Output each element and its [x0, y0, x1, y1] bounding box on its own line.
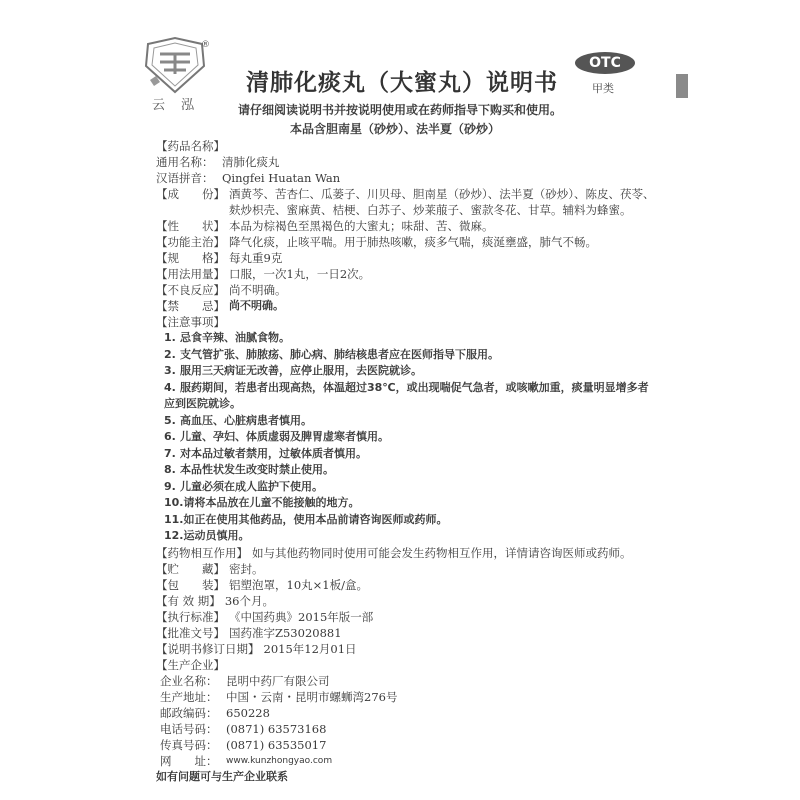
website-value: www.kunzhongyao.com: [226, 755, 333, 766]
interactions-label: 【药物相互作用】: [156, 545, 248, 560]
precaution-text: 儿童必须在成人监护下使用。: [180, 479, 323, 493]
manufacturer-field: [156, 737, 656, 753]
precaution-text: 服用三天病证无改善，应停止服用，去医院就诊。: [180, 364, 422, 377]
standard-label: 【执行标准】: [156, 609, 225, 624]
character-row: [156, 218, 656, 234]
packaging-value: 铝塑泡罩，10丸×1板/盒。: [229, 577, 368, 592]
precaution-item: [156, 462, 656, 479]
precaution-number: 12.: [164, 529, 184, 542]
adverse-label: 【不良反应】: [156, 283, 225, 297]
precaution-text: 支气管扩张、肺脓疡、肺心病、肺结核患者应在医师指导下服用。: [180, 347, 499, 361]
pinyin-label: 汉语拼音：: [156, 171, 214, 185]
precaution-item: [156, 479, 656, 496]
contraindications-label: 【禁 忌】: [156, 299, 225, 313]
manufacturer-field: [156, 689, 656, 705]
generic-name-value: 清肺化痰丸: [222, 155, 280, 169]
precaution-number: 9.: [164, 479, 176, 493]
precaution-number: 4.: [164, 380, 176, 394]
specification-row: [156, 250, 656, 266]
interactions-row: [156, 545, 656, 561]
dosage-row: [156, 266, 656, 282]
manufacturer-field: [156, 705, 656, 721]
pinyin-value: Qingfei Huatan Wan: [222, 171, 341, 185]
dosage-value: 口服，一次1丸，一日2次。: [229, 267, 371, 281]
ingredients-row: [156, 186, 656, 218]
precaution-text: 运动员慎用。: [183, 529, 250, 542]
approval-value: 国药准字Z53020881: [229, 625, 342, 640]
brand-name: 云 泓: [152, 98, 201, 113]
precaution-item: [156, 512, 656, 529]
otc-class: 甲类: [592, 82, 614, 95]
manufacturer-field-value: 昆明中药厂有限公司: [226, 673, 330, 688]
insert-body: [156, 138, 656, 785]
storage-value: 密封。: [229, 561, 264, 576]
precaution-number: 2.: [164, 347, 176, 361]
indications-value: 降气化痰，止咳平喘。用于肺热咳嗽，痰多气喘，痰涎壅盛，肺气不畅。: [229, 235, 597, 249]
manufacturer-field-label: 邮政编码：: [160, 705, 218, 720]
precaution-item: [156, 429, 656, 446]
manufacturer-field-label: 电话号码：: [160, 721, 218, 736]
precautions-label: 【注意事项】: [156, 315, 225, 329]
precaution-number: 11.: [164, 512, 184, 526]
brand-logo-icon: [140, 36, 210, 96]
precaution-text: 服药期间，若患者出现高热，体温超过38℃，或出现喘促气急者，或咳嗽加重，痰量明显增多者应到医院就诊。: [164, 380, 649, 410]
precaution-number: 8.: [164, 463, 176, 476]
precaution-item: [156, 363, 656, 380]
standard-row: [156, 609, 656, 625]
footer-note: 如有问题可与生产企业联系: [156, 769, 288, 783]
website-label: 网 址：: [160, 753, 218, 768]
precaution-number: 3.: [164, 364, 176, 377]
precautions-list: [156, 330, 656, 545]
precaution-item: [156, 446, 656, 463]
dosage-label: 【用法用量】: [156, 267, 225, 281]
document-title: 清肺化痰丸（大蜜丸）说明书: [246, 70, 558, 96]
precaution-text: 对本品过敏者禁用，过敏体质者慎用。: [180, 446, 367, 460]
contraindications-value: 尚不明确。: [229, 299, 284, 312]
precaution-item: [156, 495, 656, 512]
manufacturer-field: [156, 673, 656, 689]
standard-value: 《中国药典》2015年版一部: [229, 609, 374, 624]
approval-row: [156, 625, 656, 641]
precaution-number: 5.: [164, 413, 176, 427]
website-row: [156, 753, 656, 769]
specification-label: 【规 格】: [156, 251, 225, 265]
precaution-number: 1.: [164, 331, 176, 344]
manufacturer-field-value: 中国・云南・昆明市螺蛳湾276号: [226, 689, 398, 704]
precaution-text: 本品性状发生改变时禁止使用。: [180, 463, 334, 476]
registered-mark: ®: [201, 40, 210, 50]
ingredients-value: 酒黄芩、苦杏仁、瓜蒌子、川贝母、胆南星（砂炒）、法半夏（砂炒）、陈皮、茯苓、麸炒枳壳、蜜麻黄、桔梗、白苏子、炒莱菔子、蜜款冬花、甘草。辅料为蜂蜜。: [229, 187, 655, 217]
manufacturer-field-value: (0871) 63535017: [226, 737, 327, 752]
indications-label: 【功能主治】: [156, 235, 225, 249]
precaution-item: [156, 413, 656, 430]
packaging-label: 【包 装】: [156, 577, 225, 592]
revision-row: [156, 641, 656, 657]
packaging-row: [156, 577, 656, 593]
manufacturer-field-value: (0871) 63573168: [226, 721, 327, 736]
revision-value: 2015年12月01日: [263, 641, 357, 656]
precaution-text: 忌食辛辣、油腻食物。: [180, 331, 290, 344]
precaution-number: 6.: [164, 430, 176, 443]
precaution-number: 10.: [164, 496, 184, 509]
approval-label: 【批准文号】: [156, 625, 225, 640]
precaution-item: [156, 347, 656, 364]
pinyin-row: [156, 170, 656, 186]
manufacturer-field-label: 传真号码：: [160, 737, 218, 752]
generic-name-row: [156, 154, 656, 170]
specification-value: 每丸重9克: [229, 251, 283, 265]
edge-tab: [676, 74, 688, 98]
generic-name-label: 通用名称：: [156, 155, 214, 169]
precaution-number: 7.: [164, 446, 176, 460]
validity-row: [156, 593, 656, 609]
adverse-row: [156, 282, 656, 298]
manufacturer-fields: [156, 673, 656, 753]
precaution-text: 高血压、心脏病患者慎用。: [180, 413, 312, 427]
precaution-text: 儿童、孕妇、体质虚弱及脾胃虚寒者慎用。: [180, 430, 389, 443]
character-value: 本品为棕褐色至黑褐色的大蜜丸；味甜、苦、微麻。: [229, 219, 494, 233]
validity-label: 【有 效 期】: [156, 593, 221, 608]
section-drug-name: 【药品名称】: [156, 139, 225, 153]
usage-notice: 请仔细阅读说明书并按说明使用或在药师指导下购买和使用。: [238, 103, 563, 117]
manufacturer-field-label: 企业名称：: [160, 673, 218, 688]
manufacturer-label: 【生产企业】: [156, 657, 225, 672]
adverse-value: 尚不明确。: [229, 283, 287, 297]
indications-row: [156, 234, 656, 250]
manufacturer-field-value: 650228: [226, 705, 270, 720]
precaution-item: [156, 330, 656, 347]
otc-badge: OTC: [575, 52, 635, 74]
manufacturer-field-label: 生产地址：: [160, 689, 218, 704]
ingredient-warning: 本品含胆南星（砂炒）、法半夏（砂炒）: [290, 122, 501, 136]
storage-label: 【贮 藏】: [156, 561, 225, 576]
validity-value: 36个月。: [224, 593, 274, 608]
character-label: 【性 状】: [156, 219, 225, 233]
ingredients-label: 【成 份】: [156, 187, 225, 201]
revision-label: 【说明书修订日期】: [156, 641, 260, 656]
precaution-text: 请将本品放在儿童不能接触的地方。: [183, 496, 360, 509]
precaution-item: [156, 380, 656, 413]
manufacturer-field: [156, 721, 656, 737]
precaution-item: [156, 528, 656, 545]
precaution-text: 如正在使用其他药品，使用本品前请咨询医师或药师。: [183, 512, 448, 526]
contraindications-row: [156, 298, 656, 314]
storage-row: [156, 561, 656, 577]
interactions-value: 如与其他药物同时使用可能会发生药物相互作用，详情请咨询医师或药师。: [252, 545, 632, 560]
